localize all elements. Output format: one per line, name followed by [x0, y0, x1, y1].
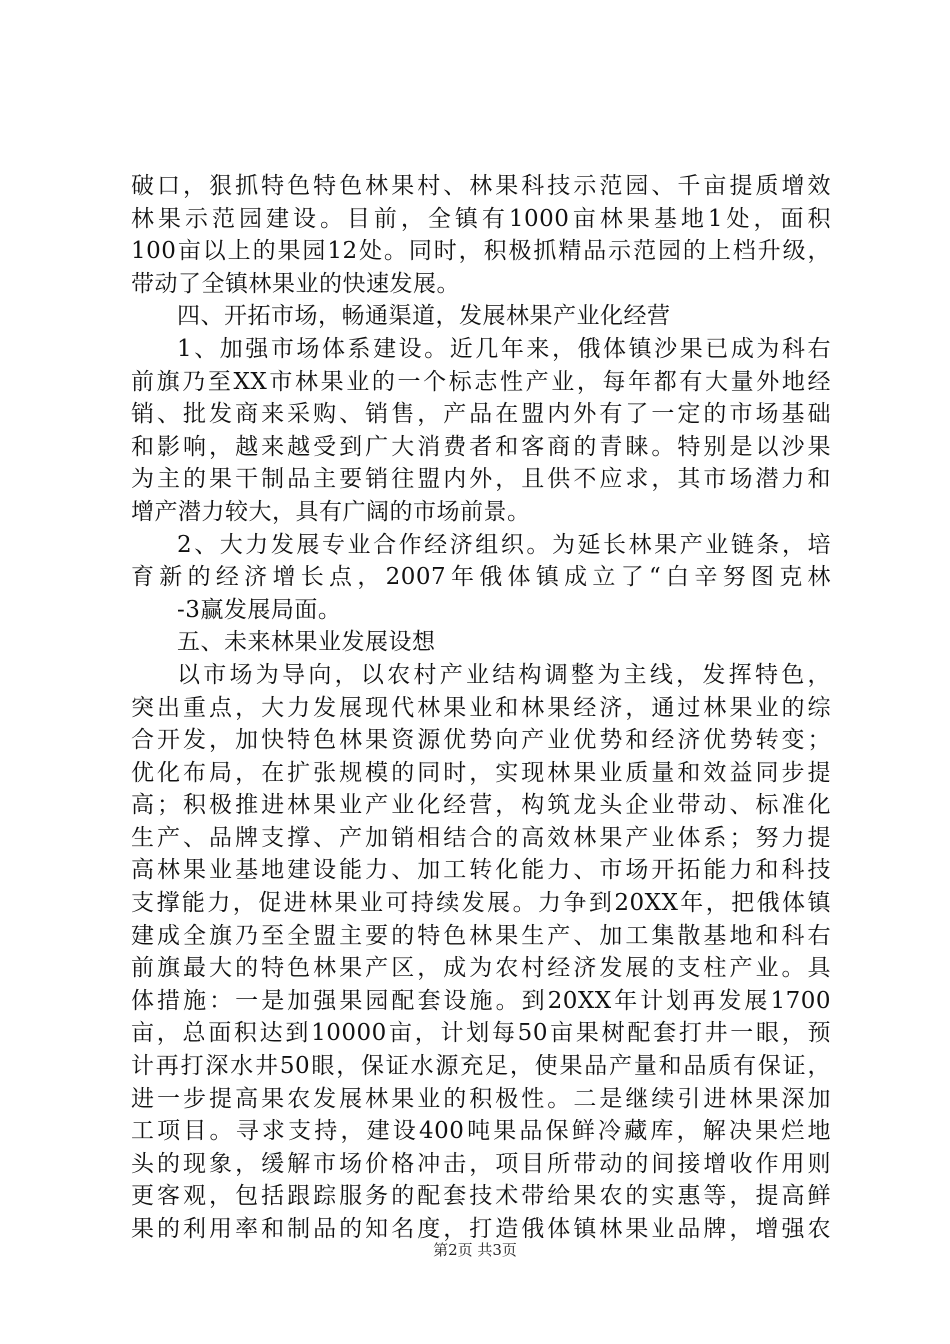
text-line: 计再打深水井50眼，保证水源充足，使果品产量和品质有保证， [131, 1053, 831, 1080]
text-line: 合开发，加快特色林果资源优势向产业优势和经济优势转变； [131, 727, 831, 754]
text-line: 育新的经济增长点，2007年俄体镇成立了“白辛努图克林 [131, 564, 831, 591]
text-line: 前旗最大的特色林果产区，成为农村经济发展的支柱产业。具 [131, 955, 831, 982]
section-heading-5: 五、未来林果业发展设想 [177, 629, 436, 656]
text-line: 破口，狠抓特色特色林果村、林果科技示范园、千亩提质增效 [131, 173, 831, 199]
text-line: 工项目。寻求支持，建设400吨果品保鲜冷藏库，解决果烂地 [131, 1118, 831, 1145]
text-line: 建成全旗乃至全盟主要的特色林果生产、加工集散基地和科右 [131, 922, 831, 949]
text-line: 销、批发商来采购、销售，产品在盟内外有了一定的市场基础 [131, 401, 831, 428]
text-line: 1、加强市场体系建设。近几年来，俄体镇沙果已成为科右 [177, 335, 831, 362]
text-line: 林果示范园建设。目前，全镇有1000亩林果基地1处，面积 [131, 205, 831, 232]
text-line: 以市场为导向，以农村产业结构调整为主线，发挥特色， [177, 661, 831, 688]
text-line: 带动了全镇林果业的快速发展。 [131, 270, 460, 297]
text-line: 体措施：一是加强果园配套设施。到20XX年计划再发展1700 [131, 987, 831, 1014]
text-line: 前旗乃至XX市林果业的一个标志性产业，每年都有大量外地经 [131, 368, 831, 395]
text-line: 高林果业基地建设能力、加工转化能力、市场开拓能力和科技 [131, 857, 831, 884]
text-line: 进一步提高果农发展林果业的积极性。二是继续引进林果深加 [131, 1085, 831, 1112]
text-line: 头的现象，缓解市场价格冲击，项目所带动的间接增收作用则 [131, 1150, 831, 1177]
text-line: 支撑能力，促进林果业可持续发展。力争到20XX年，把俄体镇 [131, 890, 831, 917]
document-body [131, 170, 831, 1246]
text-line: 增产潜力较大，具有广阔的市场前景。 [131, 498, 531, 525]
page-number-footer: 第2页 共3页 [433, 1241, 517, 1259]
text-line: 优化布局，在扩张规模的同时，实现林果业质量和效益同步提 [131, 759, 831, 786]
section-heading-4: 四、开拓市场，畅通渠道，发展林果产业化经营 [177, 303, 671, 330]
text-line: 和影响，越来越受到广大消费者和客商的青睐。特别是以沙果 [131, 433, 831, 460]
text-line: 亩，总面积达到10000亩，计划每50亩果树配套打井一眼，预 [131, 1020, 831, 1047]
text-line: 突出重点，大力发展现代林果业和林果经济，通过林果业的综 [131, 694, 831, 721]
text-line: 果的利用率和制品的知名度，打造俄体镇林果业品牌，增强农 [131, 1216, 831, 1242]
text-line: 100亩以上的果园12处。同时，积极抓精品示范园的上档升级， [131, 238, 831, 265]
text-line: 生产、品牌支撑、产加销相结合的高效林果产业体系；努力提 [131, 824, 831, 851]
text-line: 更客观，包括跟踪服务的配套技术带给果农的实惠等，提高鲜 [131, 1183, 831, 1210]
text-line: 为主的果干制品主要销往盟内外，且供不应求，其市场潜力和 [131, 466, 831, 493]
text-line: 高；积极推进林果业产业化经营，构筑龙头企业带动、标准化 [131, 792, 831, 819]
text-line: -3赢发展局面。 [177, 596, 342, 623]
text-line: 2、大力发展专业合作经济组织。为延长林果产业链条，培 [177, 531, 831, 558]
